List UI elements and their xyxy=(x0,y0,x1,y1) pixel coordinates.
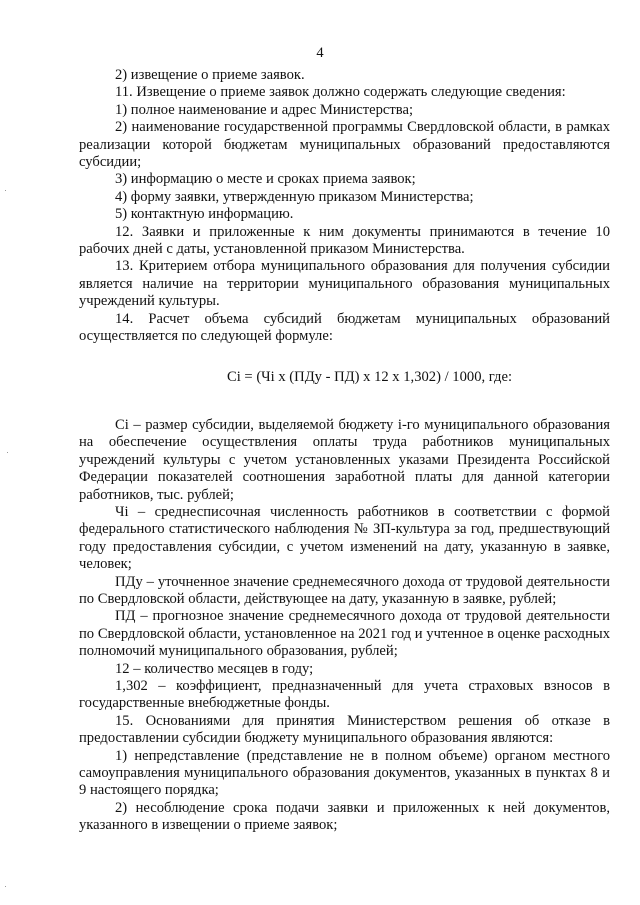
scan-speck xyxy=(5,886,6,887)
clause-11-item-4: 4) форму заявки, утвержденную приказом Министерства; xyxy=(115,188,474,205)
definition-12: 12 – количество месяцев в году; xyxy=(115,660,314,677)
page-number: 4 xyxy=(316,45,324,61)
definition-chi: Чi – среднесписочная численность работников в соответствии с формой федерального статистического наблюдения № ЗП-культура за год, предшествующий году предоставления субсидии, с учетом изменений на дату, указанную в заявке, человек; xyxy=(79,503,610,573)
item-2-notice: 2) извещение о приеме заявок. xyxy=(115,67,305,83)
subsidy-formula: Сi = (Чi х (ПДу - ПД) х 12 х 1,302) / 1000, где: xyxy=(227,368,512,385)
document-body xyxy=(79,67,610,835)
clause-15-item-2: 2) несоблюдение срока подачи заявки и приложенных к ней документов, указанного в извещении о приеме заявок; xyxy=(79,799,610,834)
clause-12: 12. Заявки и приложенные к ним документы принимаются в течение 10 рабочих дней с даты, установленной приказом Министерства. xyxy=(79,223,610,258)
definition-pd: ПД – прогнозное значение среднемесячного дохода от трудовой деятельности по Свердловской области, установленное на 2021 год и учтенное в оценке расходных полномочий муниципального образования, рублей; xyxy=(79,608,610,660)
definition-ci: Сi – размер субсидии, выделяемой бюджету i-го муниципального образования на обеспечение осуществления оплаты труда работников муниципальных учреждений культуры с учетом установленных указами Президента Российской Федерации показателей соотношения заработной платы для данной категории работников, тыс. рублей; xyxy=(79,416,610,503)
clause-15-item-1: 1) непредставление (представление не в полном объеме) органом местного самоуправления муниципального образования документов, указанных в пунктах 8 и 9 настоящего порядка; xyxy=(79,747,610,799)
clause-14: 14. Расчет объема субсидий бюджетам муниципальных образований осуществляется по следующей формуле: xyxy=(79,310,610,345)
scan-speck xyxy=(5,190,6,191)
clause-13: 13. Критерием отбора муниципального образования для получения субсидии является наличие на территории муниципального образования муниципальных учреждений культуры. xyxy=(79,258,610,310)
clause-11: 11. Извещение о приеме заявок должно содержать следующие сведения: xyxy=(115,84,566,101)
definition-coefficient: 1,302 – коэффициент, предназначенный для учета страховых взносов в государственные внебюджетные фонды. xyxy=(79,678,610,712)
clause-11-item-3: 3) информацию о месте и сроках приема заявок; xyxy=(115,171,416,188)
clause-11-item-5: 5) контактную информацию. xyxy=(115,206,294,223)
definition-pdu: ПДу – уточненное значение среднемесячного дохода от трудовой деятельности по Свердловской области, действующее на дату, указанную в заявке, рублей; xyxy=(79,573,610,607)
clause-11-item-1: 1) полное наименование и адрес Министерства; xyxy=(115,101,413,118)
scan-speck xyxy=(7,452,8,453)
clause-15: 15. Основаниями для принятия Министерством решения об отказе в предоставлении субсидии бюджету муниципального образования являются: xyxy=(79,712,610,747)
clause-11-item-2: 2) наименование государственной программы Свердловской области, в рамках реализации которой бюджетам муниципальных образований предоставляются субсидии; xyxy=(79,119,610,171)
